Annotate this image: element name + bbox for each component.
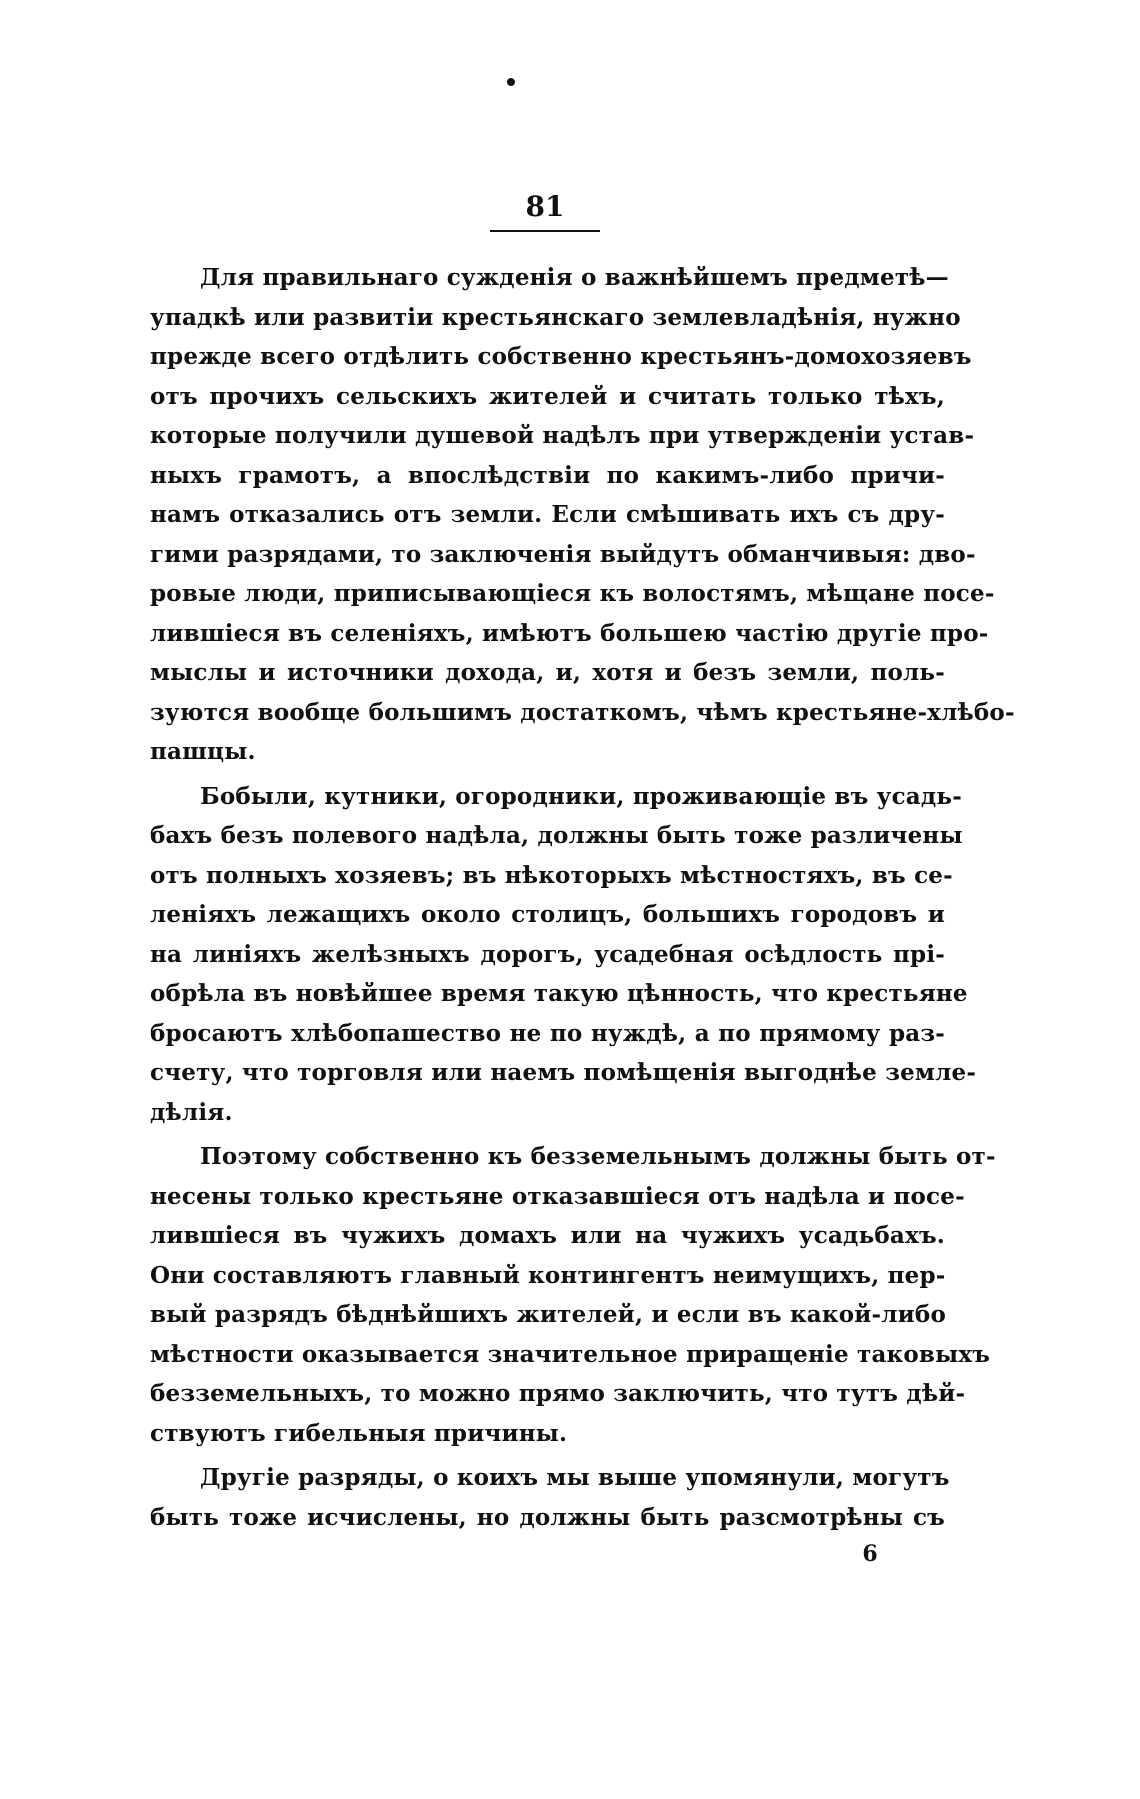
text-line: лившіеся въ чужихъ домахъ или на чужихъ усадьбахъ. (150, 1222, 945, 1249)
text-line: счету, что торговля или наемъ помѣщенія выгоднѣе земле- (150, 1059, 977, 1086)
text-line: Для правильнаго сужденія о важнѣйшемъ предметѣ— (200, 264, 949, 291)
text-line: безземельныхъ, то можно прямо заключить, что тутъ дѣй- (150, 1380, 966, 1407)
text-line: ныхъ грамотъ, а впослѣдствіи по какимъ-либо причи- (150, 461, 945, 489)
text-line: отъ полныхъ хозяевъ; въ нѣкоторыхъ мѣстностяхъ, въ се- (150, 861, 953, 889)
text-line: Они составляютъ главный контингентъ неимущихъ, пер- (150, 1261, 946, 1289)
text-line: пашцы. (150, 738, 256, 765)
text-line: зуются вообще большимъ достаткомъ, чѣмъ крестьяне-хлѣбо- (150, 698, 1015, 726)
text-line: Другіе разряды, о коихъ мы выше упомянули, могутъ (200, 1464, 950, 1491)
text-line: бахъ безъ полевого надѣла, должны быть тоже различены (150, 822, 963, 849)
paragraph-1 (150, 258, 1015, 772)
text-line: Поэтому собственно къ безземельнымъ должны быть от- (200, 1143, 996, 1170)
text-line: несены только крестьяне отказавшіеся отъ надѣла и посе- (150, 1182, 965, 1210)
ink-dot (507, 78, 515, 86)
text-line: мѣстности оказывается значительное приращеніе таковыхъ (150, 1340, 991, 1368)
text-line: мыслы и источники дохода, и, хотя и безъ земли, поль- (150, 659, 945, 686)
text-line: отъ прочихъ сельскихъ жителей и считать только тѣхъ, (150, 382, 945, 410)
text-line: прежде всего отдѣлить собственно крестьянъ-домохозяевъ (150, 343, 972, 370)
paragraph-2 (150, 777, 977, 1133)
text-line: на линіяхъ желѣзныхъ дорогъ, усадебная осѣдлость прі- (150, 940, 945, 968)
body-text (150, 258, 1015, 1542)
text-line: вый разрядъ бѣднѣйшихъ жителей, и если въ какой-либо (150, 1301, 947, 1328)
text-line: бросаютъ хлѣбопашество не по нуждѣ, а по прямому раз- (150, 1019, 945, 1047)
page-number: 81 (525, 190, 565, 223)
text-line: которые получили душевой надѣлъ при утвержденіи устав- (150, 422, 975, 449)
text-line: лившіеся въ селеніяхъ, имѣютъ большею частію другіе про- (150, 619, 989, 647)
text-line: леніяхъ лежащихъ около столицъ, большихъ городовъ и (150, 901, 945, 928)
text-line: Бобыли, кутники, огородники, проживающіе въ усадь- (200, 782, 962, 810)
text-line: дѣлія. (150, 1098, 233, 1126)
text-line: ровые люди, приписывающіеся къ волостямъ, мѣщане посе- (150, 580, 995, 607)
text-line: быть тоже исчислены, но должны быть разсмотрѣны съ (150, 1503, 945, 1531)
paragraph-4 (150, 1458, 950, 1537)
page-number-rule (490, 230, 600, 232)
text-line: ствуютъ гибельныя причины. (150, 1419, 568, 1447)
text-line: намъ отказались отъ земли. Если смѣшивать ихъ съ дру- (150, 501, 945, 528)
text-line: обрѣла въ новѣйшее время такую цѣнность, что крестьяне (150, 980, 968, 1007)
text-line: упадкѣ или развитіи крестьянскаго землевладѣнія, нужно (150, 303, 961, 331)
text-line: гими разрядами, то заключенія выйдутъ обманчивыя: дво- (150, 540, 976, 568)
signature-mark: 6 (862, 1541, 878, 1567)
paragraph-3 (150, 1137, 996, 1453)
